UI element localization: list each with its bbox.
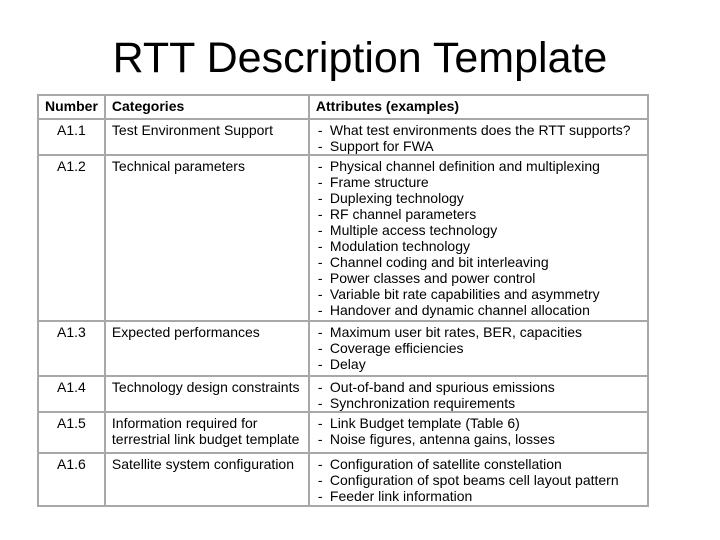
attribute-item: - Coverage efficiencies [316, 340, 641, 356]
row-number: A1.3 [38, 321, 105, 376]
row-number: A1.2 [38, 155, 105, 321]
row-number: A1.1 [38, 119, 105, 155]
table-row [38, 321, 648, 376]
attribute-item: - Link Budget template (Table 6) [316, 415, 641, 431]
row-number: A1.4 [38, 376, 105, 412]
attribute-item: - Synchronization requirements [316, 395, 641, 411]
row-category: Satellite system configuration [105, 453, 309, 506]
table-row [38, 376, 648, 412]
table-row [38, 412, 648, 453]
row-attributes [309, 453, 648, 506]
row-category: Technical parameters [105, 155, 309, 321]
row-attributes [309, 119, 648, 155]
attribute-item: - Configuration of spot beams cell layout pattern [316, 472, 641, 488]
attribute-item: - Noise figures, antenna gains, losses [316, 431, 641, 447]
attribute-item: - Handover and dynamic channel allocation [316, 302, 641, 318]
row-category: Test Environment Support [105, 119, 309, 155]
row-attributes [309, 155, 648, 321]
attribute-item: - Frame structure [316, 174, 641, 190]
header-categories: Categories [105, 95, 309, 119]
attribute-item: - What test environments does the RTT supports? [316, 122, 641, 138]
row-number: A1.6 [38, 453, 105, 506]
row-attributes [309, 376, 648, 412]
attribute-item: - RF channel parameters [316, 206, 641, 222]
attribute-item: - Power classes and power control [316, 270, 641, 286]
attribute-item: - Multiple access technology [316, 222, 641, 238]
row-number: A1.5 [38, 412, 105, 453]
attribute-item: - Configuration of satellite constellation [316, 456, 641, 472]
attribute-item: - Physical channel definition and multiplexing [316, 158, 641, 174]
table-row [38, 453, 648, 506]
table-row [38, 155, 648, 321]
attribute-item: - Support for FWA [316, 138, 641, 154]
table-row [38, 119, 648, 155]
attribute-item: - Duplexing technology [316, 190, 641, 206]
rtt-template-table [37, 94, 649, 507]
attribute-item: - Delay [316, 356, 641, 372]
row-category: Information required for terrestrial link budget template [105, 412, 309, 453]
attribute-item: - Channel coding and bit interleaving [316, 254, 641, 270]
row-category: Technology design constraints [105, 376, 309, 412]
attribute-item: - Maximum user bit rates, BER, capacities [316, 324, 641, 340]
row-category: Expected performances [105, 321, 309, 376]
attribute-item: - Feeder link information [316, 488, 641, 504]
header-number: Number [38, 95, 105, 119]
row-attributes [309, 321, 648, 376]
attribute-item: - Modulation technology [316, 238, 641, 254]
header-row [38, 95, 648, 119]
header-attributes: Attributes (examples) [309, 95, 648, 119]
slide-title: RTT Description Template [112, 34, 608, 82]
attribute-item: - Out-of-band and spurious emissions [316, 379, 641, 395]
row-attributes [309, 412, 648, 453]
attribute-item: - Variable bit rate capabilities and asymmetry [316, 286, 641, 302]
